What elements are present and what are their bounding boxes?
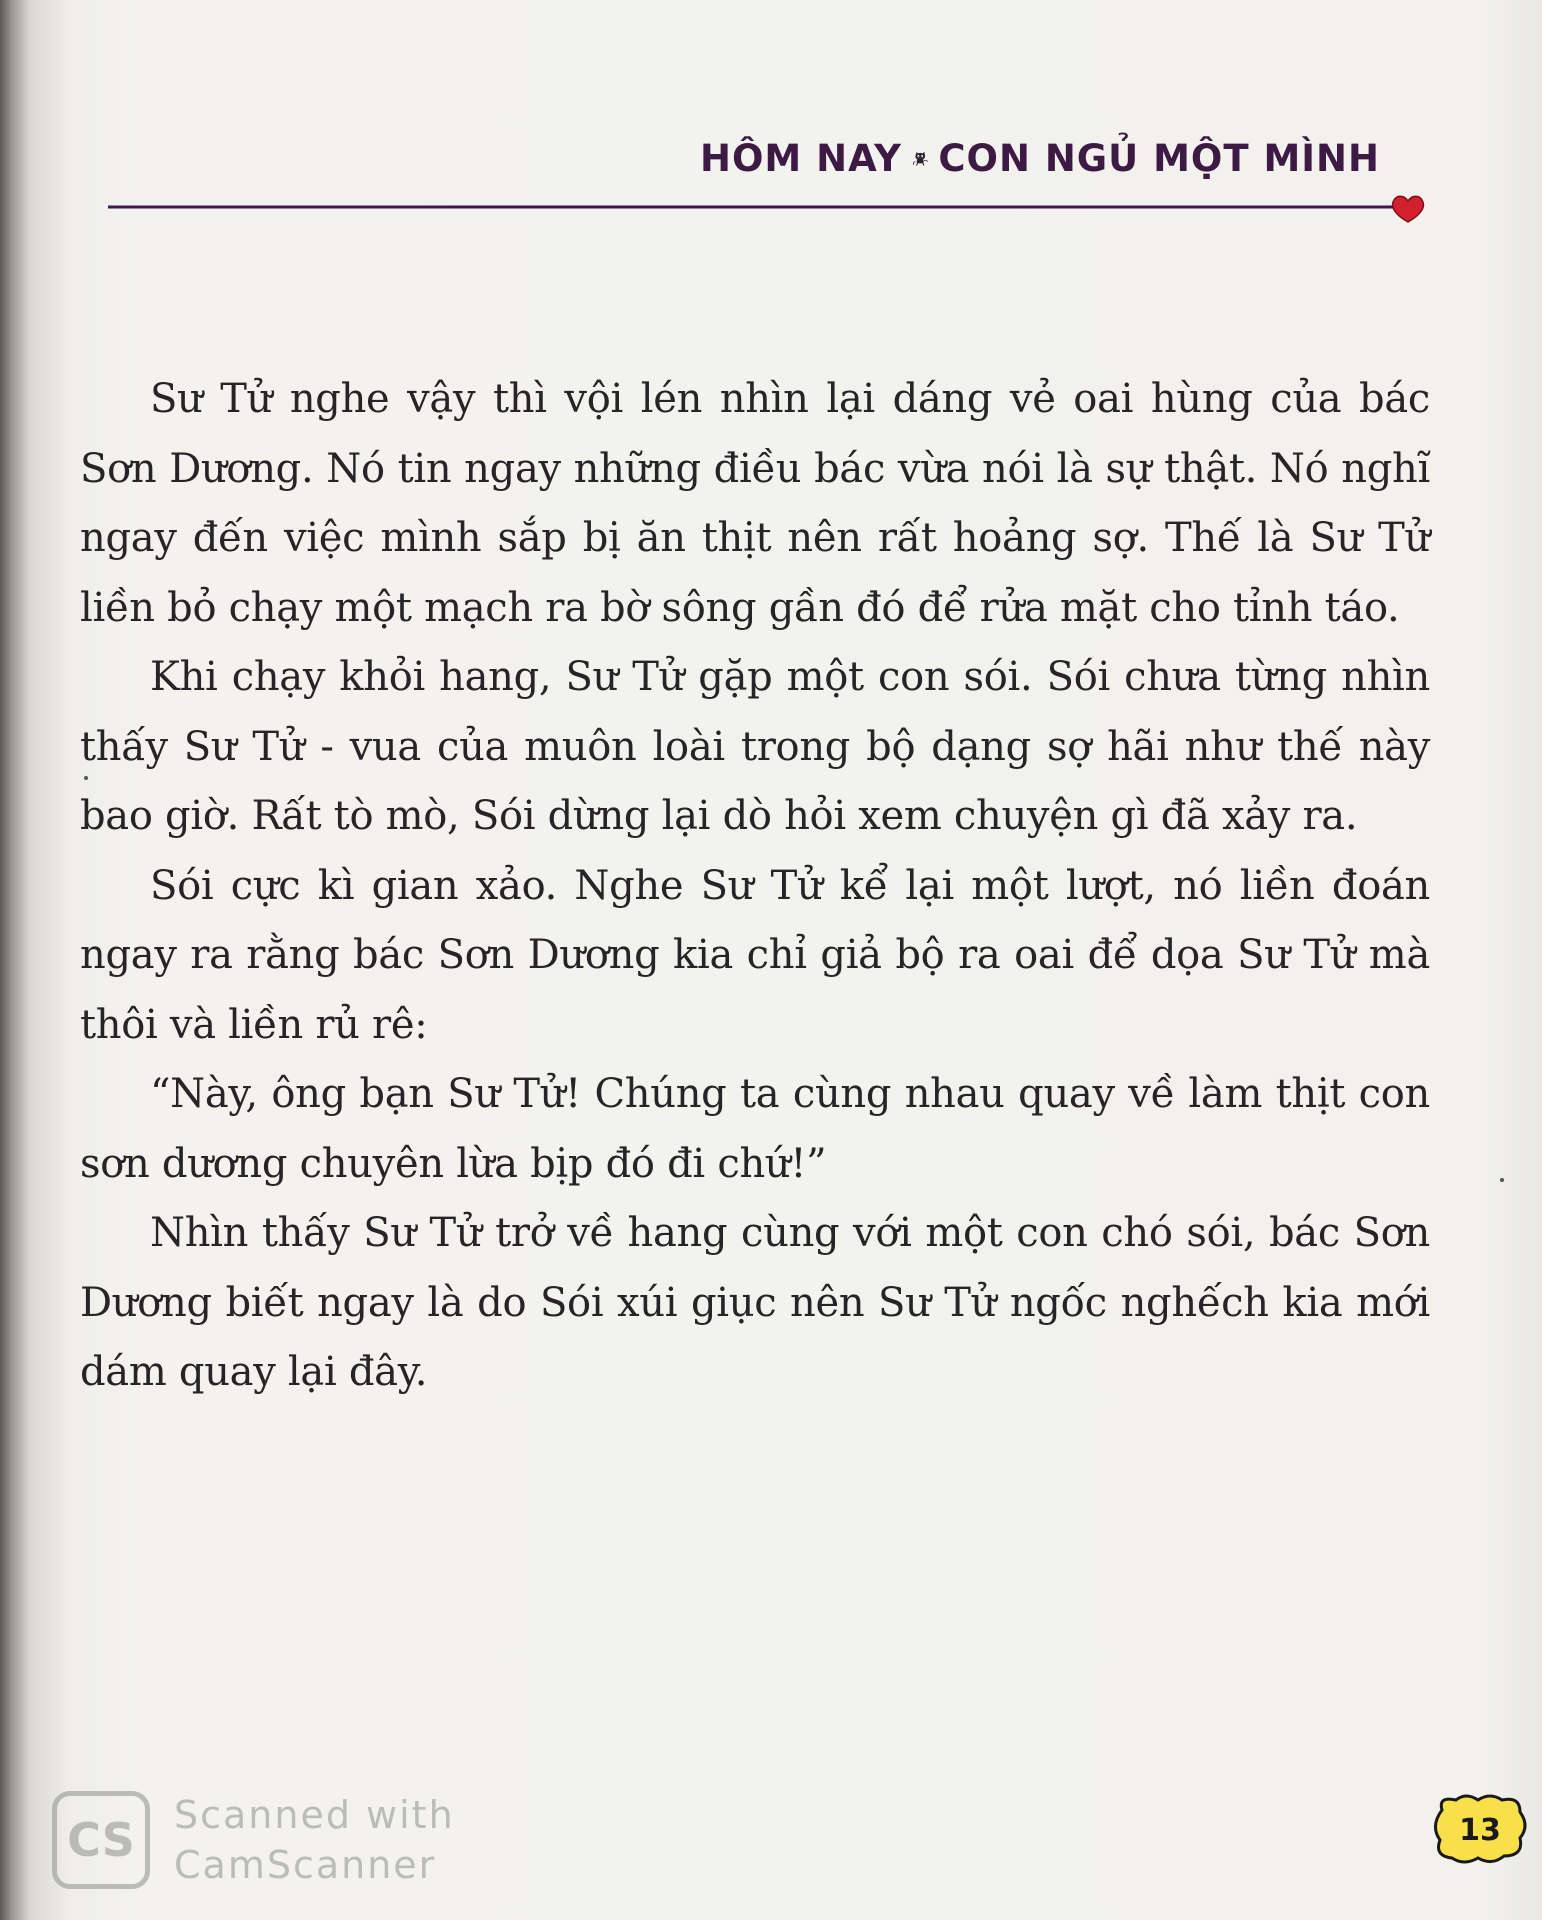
header-title-left: HÔM NAY <box>700 136 902 180</box>
paragraph-4: “Này, ông bạn Sư Tử! Chúng ta cùng nhau quay về làm thịt con sơn dương chuyên lừa bịp đó đi chứ!” <box>80 1071 1430 1187</box>
paragraph-2: Khi chạy khỏi hang, Sư Tử gặp một con sói. Sói chưa từng nhìn thấy Sư Tử - vua của muôn loài trong bộ dạng sợ hãi như thế này bao giờ. Rất tò mò, Sói dừng lại dò hỏi xem chuyện gì đã xảy ra. <box>80 654 1430 839</box>
running-header <box>700 128 1380 188</box>
paragraph-1: Sư Tử nghe vậy thì vội lén nhìn lại dáng vẻ oai hùng của bác Sơn Dương. Nó tin ngay những điều bác vừa nói là sự thật. Nó nghĩ ngay đến việc mình sắp bị ăn thịt nên rất hoảng sợ. Thế là Sư Tử liền bỏ chạy một mạch ra bờ sông gần đó để rửa mặt cho tỉnh táo. <box>80 376 1430 631</box>
cat-icon <box>912 128 928 188</box>
paragraph-3: Sói cực kì gian xảo. Nghe Sư Tử kể lại một lượt, nó liền đoán ngay ra rằng bác Sơn Dương kia chỉ giả bộ ra oai để dọa Sư Tử mà thôi và liền rủ rê: <box>80 862 1430 1048</box>
scanner-watermark <box>52 1790 455 1890</box>
watermark-caption <box>174 1790 455 1890</box>
print-speck <box>84 776 88 780</box>
page-number: 13 <box>1459 1812 1501 1848</box>
header-divider <box>108 205 1408 209</box>
heart-icon <box>1388 188 1428 228</box>
paragraph-5: Nhìn thấy Sư Tử trở về hang cùng với một con chó sói, bác Sơn Dương biết ngay là do Sói xúi giục nên Sư Tử ngốc nghếch kia mới dám quay lại đây. <box>80 1210 1430 1395</box>
header-title-right: CON NGỦ MỘT MÌNH <box>938 136 1380 180</box>
story-text <box>80 365 1430 1408</box>
watermark-line-2: CamScanner <box>174 1843 437 1887</box>
print-speck <box>1500 1178 1504 1182</box>
camscanner-logo: CS <box>52 1791 150 1889</box>
watermark-line-1: Scanned with <box>174 1793 455 1837</box>
